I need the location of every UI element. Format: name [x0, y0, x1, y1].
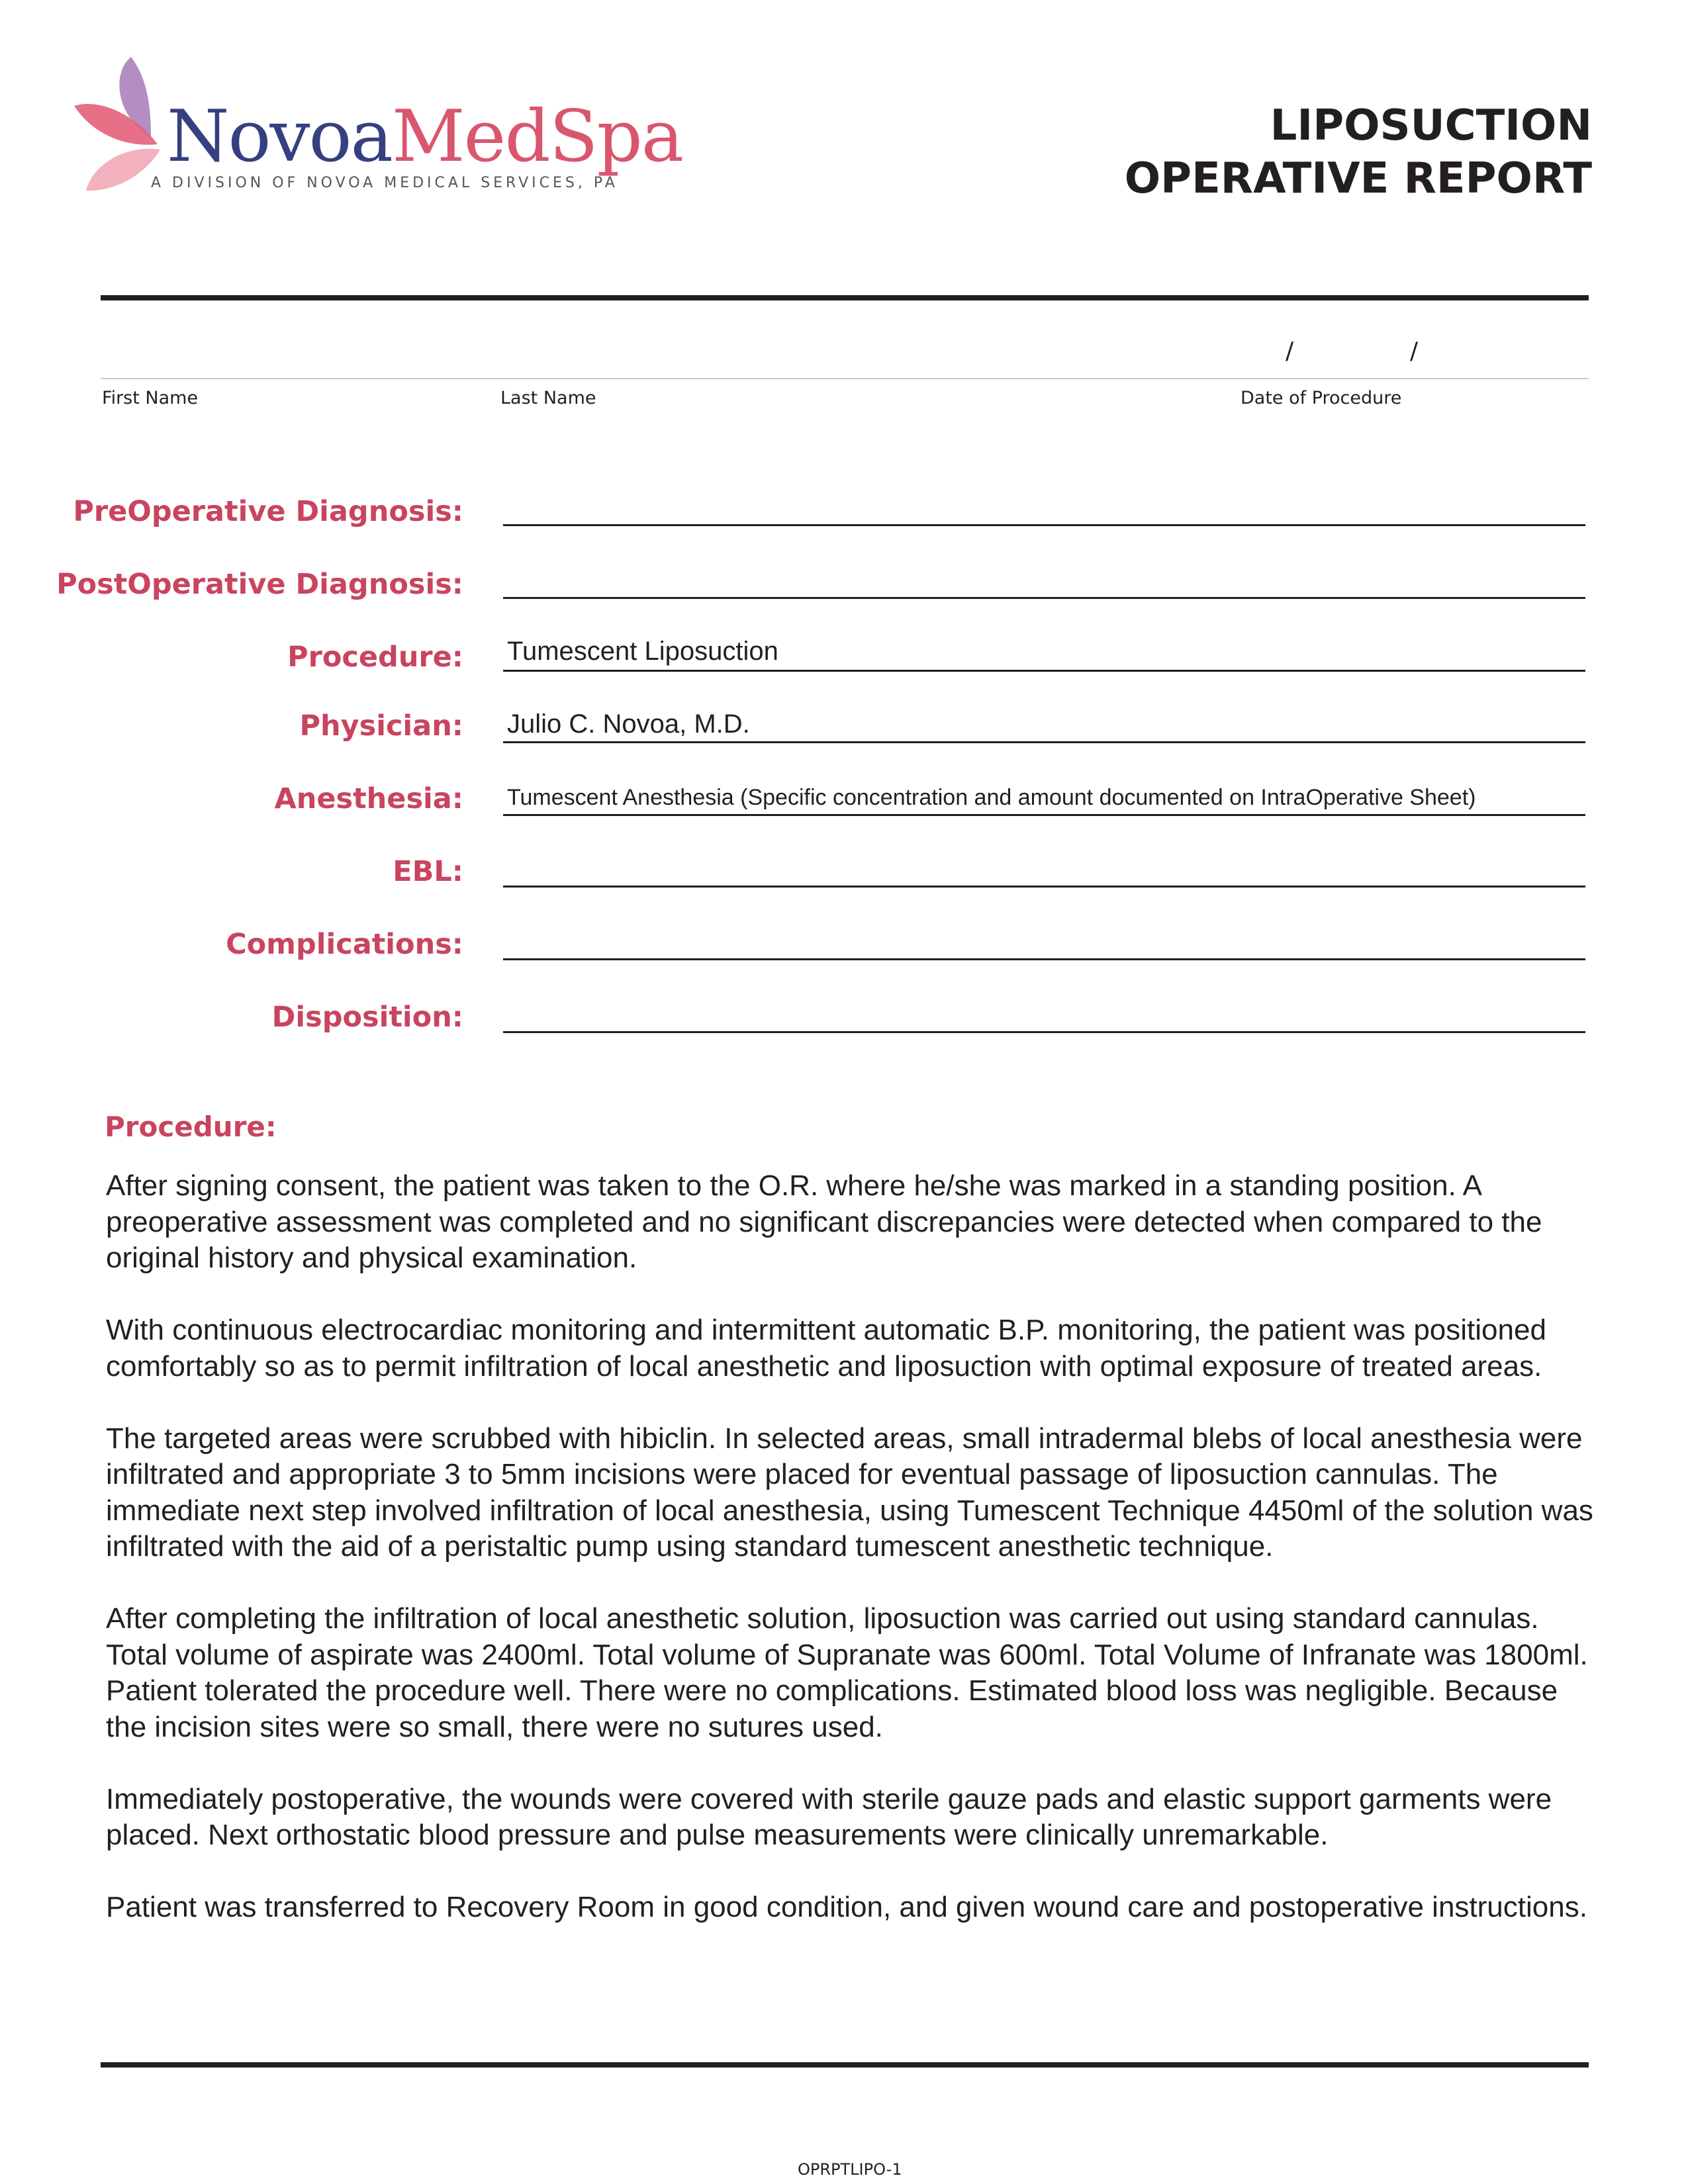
field-label: EBL:: [393, 855, 463, 888]
field-line[interactable]: [503, 886, 1585, 887]
date-separator: /: [1286, 338, 1294, 365]
field-line[interactable]: [503, 814, 1585, 816]
brand-name: [167, 94, 682, 180]
brand-name-part2: MedSpa: [391, 95, 683, 178]
last-name-label: Last Name: [500, 388, 596, 408]
field-label: Complications:: [226, 928, 463, 961]
narrative-paragraph: The targeted areas were scrubbed with hibiclin. In selected areas, small intradermal blebs of local anesthesia were infiltrated and appropriate 3 to 5mm incisions were placed for eventual passage of liposuction cannulas. The immediate next step involved infiltration of local anesthesia, using Tumescent Technique 4450ml of the solution was infiltrated with the aid of a peristaltic pump using standard tumescent anesthetic technique.: [106, 1422, 1593, 1563]
field-value: Tumescent Liposuction: [507, 637, 778, 666]
report-title-line2: OPERATIVE REPORT: [1124, 154, 1592, 203]
brand-logo: [73, 52, 683, 197]
narrative-paragraph: After completing the infiltration of local anesthetic solution, liposuction was carried out using standard cannulas. Total volume of aspirate was 2400ml. Total volume of Supranate was 600ml. Total Volume of Infranate was 1800ml. Patient tolerated the procedure well. There were no complications. Estimated blood loss was negligible. Because the incision sites were so small, there were no sutures used.: [106, 1602, 1588, 1743]
field-label: PostOperative Diagnosis:: [56, 568, 463, 601]
brand-name-part1: Novoa: [167, 95, 392, 178]
narrative-paragraph: Immediately postoperative, the wounds were covered with sterile gauze pads and elastic support garments were placed. Next orthostatic blood pressure and pulse measurements were clinically unremarkable.: [106, 1782, 1552, 1851]
field-line[interactable]: [503, 741, 1585, 743]
field-value: Julio C. Novoa, M.D.: [507, 709, 750, 739]
field-line[interactable]: [503, 597, 1585, 599]
first-name-label: First Name: [102, 388, 199, 408]
field-line[interactable]: [503, 670, 1585, 672]
date-of-procedure-label: Date of Procedure: [1241, 388, 1402, 408]
narrative-paragraph: Patient was transferred to Recovery Room in good condition, and given wound care and postoperative instructions.: [106, 1891, 1587, 1923]
procedure-section-heading: Procedure:: [105, 1111, 277, 1143]
procedure-narrative: [106, 1168, 1602, 1962]
form-code: OPRPTLIPO-1: [798, 2160, 902, 2179]
report-title-line1: LIPOSUCTION: [1270, 101, 1592, 150]
field-line[interactable]: [503, 958, 1585, 960]
field-line[interactable]: [503, 1031, 1585, 1033]
field-line[interactable]: [503, 524, 1585, 526]
bottom-divider: [101, 2062, 1589, 2068]
field-label: Procedure:: [287, 641, 463, 674]
field-label: Disposition:: [271, 1001, 463, 1034]
brand-tagline: A DIVISION OF NOVOA MEDICAL SERVICES, PA: [151, 175, 618, 191]
report-title: [1125, 99, 1592, 205]
field-label: PreOperative Diagnosis:: [73, 495, 463, 528]
narrative-paragraph: With continuous electrocardiac monitoring and intermittent automatic B.P. monitoring, the patient was positioned comfortably so as to permit infiltration of local anesthetic and liposuction with optimal exposure of treated areas.: [106, 1314, 1546, 1383]
field-label: Anesthesia:: [274, 782, 463, 815]
top-divider: [101, 295, 1589, 300]
date-separator: /: [1410, 338, 1419, 365]
narrative-paragraph: After signing consent, the patient was taken to the O.R. where he/she was marked in a standing position. A preoperative assessment was completed and no significant discrepancies were detected when compared to the original history and physical examination.: [106, 1169, 1542, 1274]
field-value: Tumescent Anesthesia (Specific concentration and amount documented on IntraOperative Sheet): [507, 785, 1476, 810]
patient-info-line[interactable]: [101, 378, 1589, 379]
field-label: Physician:: [299, 709, 463, 743]
